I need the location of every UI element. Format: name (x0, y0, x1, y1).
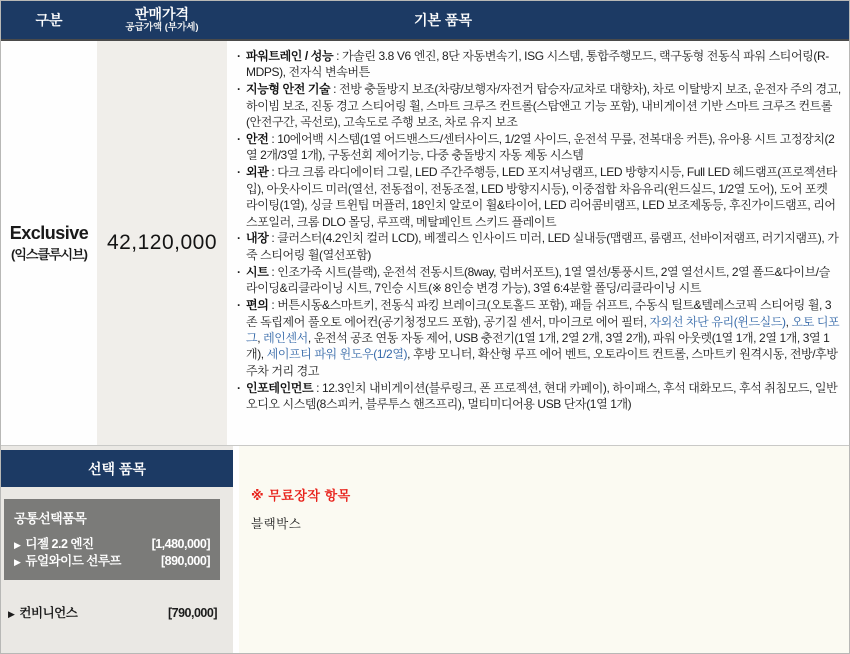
free-item: 블랙박스 (251, 517, 302, 531)
feature-text: 12.3인치 내비게이션(블루링크, 폰 프로젝션, 현대 카페이), 하이패스, 후석 대화모드, 후석 취침모드, 일반 오디오 시스템(8스피커, 블루투스 핸즈프리), 멀티미디어용 USB 단자(1열 1개) (246, 380, 838, 412)
option-row (14, 553, 210, 570)
option-price: [890,000] (160, 554, 210, 568)
feature-text: , 운전석 공조 연동 자동 제어, USB 충전기(1열 1개, 2열 2개, 3열 2개), 파워 아웃렛(1열 1개, 2열 1개, 3열 1개), (246, 330, 830, 362)
option-name: 컨비니언스 (19, 606, 78, 620)
option-price: [790,000] (167, 606, 217, 620)
optional-items-title: 선택 품목 (88, 460, 146, 477)
feature-text: 버튼시동&스마트키, 전동식 파킹 브레이크(오토홀드 포함), 패들 쉬프트, 수동식 틸트&텔레스코픽 스티어링 휠, 3존 독립제어 풀오토 에어컨(공기청정모드 포함), 공기질 센서, 마이크로 에어 필터, (246, 298, 832, 329)
feature-item: · 지능형 안전 기술 : 전방 충돌방지 보조(차량/보행자/자전거 탑승자/교차로 대향차), 차로 이탈방지 보조, 운전자 주의 경고, 하이빔 보조, 진동 경고 스티어링 휠, 스마트 크루즈 컨트롤(스탑앤고 기능 포함), 내비게이션 기반 스마트 크루즈 컨트롤(안전구간, 곡선로), 고속도로 주행 보조, 차로 유지 보조 (235, 81, 841, 130)
feature-text: 다크 크롬 라디에이터 그릴, LED 주간주행등, LED 포지셔닝램프, LED 방향지시등, Full LED 헤드램프(프로젝션타입), 아웃사이드 미러(열선, 전동접이, 전동조절, LED 방향지시등), 이중접합 차음유리(윈드실드, 1/2열 도어), 도어 포켓 라이팅(1열), 싱글 트윈팁 머플러, 18인치 알로이 휠&타이어, LED 리어콤비램프, LED 보조제동등, 후진가이드램프, 리어 스포일러, 크롬 DLO 몰딩, 루프랙, 메탈페인트 스키드 플레이트 (246, 165, 837, 229)
feature-highlight-text: 오토 디포그 (246, 314, 840, 345)
option-name: 디젤 2.2 엔진 (25, 537, 94, 551)
feature-label: 지능형 안전 기술 (246, 82, 331, 97)
feature-item: · 내장 : 클러스터(4.2인치 컬러 LCD), 베젤리스 인사이드 미러, LED 실내등(맵램프, 룸램프, 선바이저램프, 러기지램프), 가죽 스티어링 휠(열선포함) (235, 230, 841, 263)
option-name: 듀얼와이드 선루프 (25, 554, 121, 568)
common-options-title: 공통선택품목 (14, 511, 87, 526)
feature-item: · 외관 : 다크 크롬 라디에이터 그릴, LED 주간주행등, LED 포지셔닝램프, LED 방향지시등, Full LED 헤드램프(프로젝션타입), 아웃사이드 미러(열선, 전동접이, 전동조절, LED 방향지시등), 이중접합 차음유리(윈드실드, 1/2열 도어), 도어 포켓 라이팅(1열), 싱글 트윈팁 머플러, 18인치 알로이 휠&타이어, LED 리어콤비램프, LED 보조제동등, 후진가이드램프, 리어 스포일러, 크롬 DLO 몰딩, 루프랙, 메탈페인트 스키드 플레이트 (235, 164, 841, 230)
feature-label: 시트 (246, 264, 269, 279)
optional-items-panel (1, 446, 233, 653)
feature-label: 인포테인먼트 (246, 380, 314, 395)
feature-label: 외관 (246, 165, 269, 180)
feature-item: · 편의 : 버튼시동&스마트키, 전동식 파킹 브레이크(오토홀드 포함), 패들 쉬프트, 수동식 틸트&텔레스코픽 스티어링 휠, 3존 독립제어 풀오토 에어컨(공기청정모드 포함), 공기질 센서, 마이크로 에어 필터, 자외선 차단 유리(윈드실드), 오토 디포그, 레인센서, 운전석 공조 연동 자동 제어, USB 충전기(1열 1개, 2열 2개, 3열 2개), 파워 아웃렛(1열 1개, 2열 1개, 3열 1개), 세이프티 파워 윈도우(1/2열), 후방 모니터, 확산형 루프 에어 벤트, 오토라이트 컨트롤, 스마트키 원격시동, 전방/후방 주차 거리 경고 (235, 297, 841, 379)
feature-label: 내장 (246, 231, 269, 246)
base-items-cell (227, 41, 849, 445)
feature-highlight-text: 자외선 차단 유리(윈드실드) (649, 314, 786, 329)
trim-name-en: Exclusive (9, 223, 89, 243)
header-price (97, 1, 227, 39)
optional-items-header (1, 450, 233, 487)
table-header (1, 1, 849, 41)
extra-option-rows (8, 605, 217, 622)
trim-row (1, 41, 849, 446)
feature-text: 가솔린 3.8 V6 엔진, 8단 자동변속기, ISG 시스템, 통합주행모드, 랙구동형 전동식 파워 스티어링(R-MDPS), 전자식 변속버튼 (246, 49, 829, 80)
option-arrow-icon: ▶ (8, 609, 15, 619)
option-row (8, 605, 217, 622)
header-price-label: 판매가격 (134, 6, 190, 23)
feature-label: 파워트레인 / 성능 (246, 49, 334, 63)
feature-item: · 인포테인먼트 : 12.3인치 내비게이션(블루링크, 폰 프로젝션, 현대 카페이), 하이패스, 후석 대화모드, 후석 취침모드, 일반 오디오 시스템(8스피커, 블루투스 핸즈프리), 멀티미디어용 USB 단자(1열 1개) (235, 380, 841, 413)
option-arrow-icon: ▶ (14, 540, 21, 550)
trim-price-value: 42,120,000 (106, 231, 218, 254)
feature-text: 인조가죽 시트(블랙), 운전석 전동시트(8way, 럼버서포트), 1열 열선/통풍시트, 2열 열선시트, 2열 폴드&다이브/슬라이딩&리클라이닝 시트, 7인승 시트(※ 8인승 변경 가능), 3열 6:4분할 폴딩/리클라이닝 시트 (246, 264, 830, 296)
feature-highlight-text: 레인센서 (263, 330, 308, 345)
trim-name-cell (1, 41, 97, 445)
header-category (1, 1, 97, 39)
feature-text: , (785, 314, 792, 329)
feature-text: 클러스터(4.2인치 컬러 LCD), 베젤리스 인사이드 미러, LED 실내등(맵램프, 룸램프, 선바이저램프, 러기지램프), 가죽 스티어링 휠(열선포함) (246, 231, 839, 262)
header-base-items (227, 1, 849, 39)
header-price-sublabel: 공급가액 (부가세) (125, 21, 199, 33)
bottom-section (1, 446, 849, 653)
feature-item: · 파워트레인 / 성능 : 가솔린 3.8 V6 엔진, 8단 자동변속기, ISG 시스템, 통합주행모드, 랙구동형 전동식 파워 스티어링(R-MDPS), 전자식 변속버튼 (235, 48, 841, 81)
feature-text: 전방 충돌방지 보조(차량/보행자/자전거 탑승자/교차로 대향차), 차로 이탈방지 보조, 운전자 주의 경고, 하이빔 보조, 진동 경고 스티어링 휠, 스마트 크루즈 컨트롤(스탑앤고 기능 포함), 내비게이션 기반 스마트 크루즈 컨트롤(안전구간, 곡선로), 고속도로 주행 보조, 차로 유지 보조 (246, 82, 841, 130)
feature-label: 편의 (246, 298, 269, 313)
free-items-title: ※ 무료장작 항목 (251, 488, 351, 503)
header-category-label: 구분 (35, 12, 63, 28)
option-arrow-icon: ▶ (14, 557, 21, 567)
common-options-box (4, 499, 220, 580)
feature-text: , 후방 모니터, 확산형 루프 에어 벤트, 오토라이트 컨트롤, 스마트키 원격시동, 전방/후방 주차 거리 경고 (246, 347, 838, 378)
feature-item: · 시트 : 인조가죽 시트(블랙), 운전석 전동시트(8way, 럼버서포트), 1열 열선/통풍시트, 2열 열선시트, 2열 폴드&다이브/슬라이딩&리클라이닝 시트, 7인승 시트(※ 8인승 변경 가능), 3열 6:4분할 폴딩/리클라이닝 시트 (235, 264, 841, 297)
feature-highlight-text: 세이프티 파워 윈도우(1/2열) (266, 347, 408, 362)
common-options-rows (14, 536, 210, 570)
option-row (14, 536, 210, 553)
feature-text: 10에어백 시스템(1열 어드밴스드/센터사이드, 1/2열 사이드, 운전석 무릎, 전복대응 커튼), 유아용 시트 고정장치(2열 2개/3열 1개), 구동선회 제어기능, 다중 충돌방지 자동 제동 시스템 (246, 132, 835, 163)
feature-label: 안전 (246, 132, 269, 147)
header-base-items-label: 기본 품목 (414, 12, 472, 28)
feature-text: , (257, 330, 264, 345)
trim-price-cell (97, 41, 227, 445)
feature-item: · 안전 : 10에어백 시스템(1열 어드밴스드/센터사이드, 1/2열 사이드, 운전석 무릎, 전복대응 커튼), 유아용 시트 고정장치(2열 2개/3열 1개), 구동선회 제어기능, 다중 충돌방지 자동 제동 시스템 (235, 131, 841, 164)
free-items-panel (239, 446, 849, 653)
feature-list (235, 48, 841, 412)
trim-name-kr: (익스클루시브) (10, 247, 87, 262)
option-price: [1,480,000] (151, 537, 210, 551)
free-items-list (251, 514, 849, 532)
